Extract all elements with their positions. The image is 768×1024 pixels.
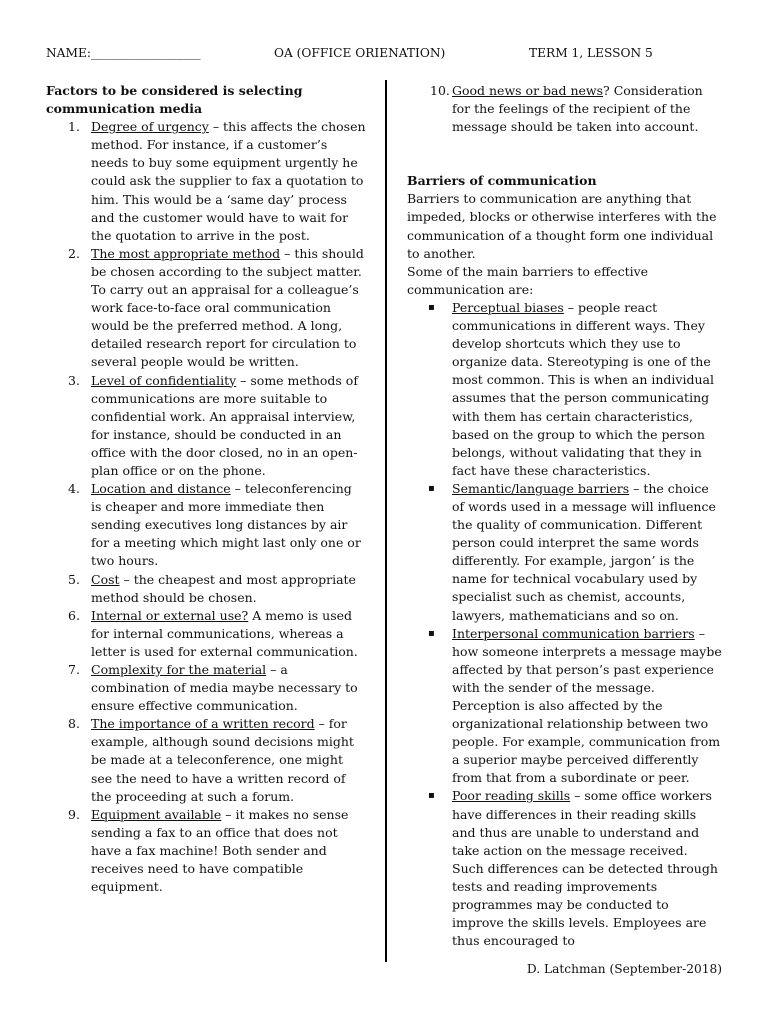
- item-title: The most appropriate method: [91, 245, 281, 261]
- item-title: Location and distance: [91, 481, 231, 497]
- factors-list: [46, 118, 366, 896]
- square-bullet-icon: ▪: [428, 301, 435, 313]
- item-text: – it makes no sense sending a fax to an office that does not have a fax machine! Both sender and receives need to have compatible equipment.: [91, 806, 349, 895]
- item-text: – a combination of media maybe necessary to ensure effective communication.: [91, 662, 358, 714]
- item-number: 7.: [68, 662, 80, 677]
- term-lesson: TERM 1, LESSON 5: [529, 46, 653, 60]
- bullet-text: – the choice of words used in a message will influence the quality of communication. Different person could interpret the same words differently. For example, jargon’ is the name for technical vocabulary used by specialist such as chemist, accounts, lawyers, mathematicians and so on.: [452, 480, 716, 623]
- list-item: [46, 118, 366, 245]
- item-text: ? Consideration for the feelings of the recipient of the message should be taken into account.: [452, 83, 703, 135]
- bullet-title: Interpersonal communication barriers: [452, 625, 695, 641]
- bullet-item: [407, 625, 722, 788]
- list-item: [46, 806, 366, 896]
- item-number: 2.: [68, 245, 80, 261]
- item-number: 6.: [68, 607, 80, 623]
- footer-author: D. Latchman (September-2018): [526, 962, 722, 976]
- bullet-item: [407, 480, 722, 625]
- page-header: [0, 46, 768, 64]
- item-number: 3.: [68, 372, 80, 388]
- bullet-title: Poor reading skills: [452, 788, 571, 804]
- item-text: – the cheapest and most appropriate method should be chosen.: [91, 571, 356, 605]
- item-title: The importance of a written record: [91, 716, 315, 732]
- item-text: – this should be chosen according to the subject matter. To carry out an appraisal for a colleague’s work face-to-face oral communication would be the preferred method. A long, detailed research report for circulation to several people would be written.: [91, 245, 364, 370]
- heading-line: Factors to be considered is selecting: [46, 83, 303, 98]
- barriers-intro-2: Some of the main barriers to effective communication are:: [407, 263, 649, 297]
- list-item: [46, 661, 366, 715]
- list-item: [46, 245, 366, 372]
- list-item: [407, 82, 722, 136]
- item-text: A memo is used for internal communications, whereas a letter is used for external communication.: [91, 607, 358, 659]
- item-number: 5.: [68, 571, 80, 587]
- bullet-item: [407, 299, 722, 480]
- course-title: OA (OFFICE ORIENATION): [274, 46, 446, 60]
- item-number: 8.: [68, 716, 80, 732]
- item-title: Complexity for the material: [91, 662, 267, 677]
- left-column: [46, 82, 366, 896]
- heading-line: communication media: [46, 101, 203, 117]
- item-text: – this affects the chosen method. For instance, if a customer’s needs to buy some equipment urgently he could ask the supplier to fax a quotation to him. This would be a ‘same day’ process and the customer would have to wait for the quotation to arrive in the post.: [91, 119, 366, 243]
- bullet-item: [407, 787, 722, 950]
- barriers-list: [407, 299, 722, 950]
- name-field-label: NAME:__________________: [46, 46, 201, 60]
- item-text: – for example, although sound decisions might be made at a teleconference, one might see the need to have a written record of the proceeding at such a forum.: [91, 716, 354, 804]
- list-item: [46, 607, 366, 661]
- item-title: Equipment available: [91, 806, 222, 822]
- square-bullet-icon: ▪: [428, 482, 435, 494]
- bullet-text: – some office workers have differences in their reading skills and thus are unable to understand and take action on the message received. Such differences can be detected through tests and reading improvements programmes may be conducted to improve the skills levels. Employees are thus encouraged to: [452, 788, 718, 949]
- column-divider: [385, 80, 387, 962]
- list-item: [46, 480, 366, 570]
- bullet-title: Semantic/language barriers: [452, 480, 630, 496]
- item-number: 10.: [430, 83, 450, 98]
- item-number: 4.: [68, 481, 80, 497]
- item-number: 9.: [68, 806, 80, 822]
- item-title: Good news or bad news: [452, 83, 604, 98]
- factors-heading: [46, 82, 366, 118]
- square-bullet-icon: ▪: [428, 627, 435, 639]
- bullet-text: – how someone interprets a message maybe affected by that person’s past experience with the sender of the message. Perception is also affected by the organizational relationship between two people. For example, communication from a superior maybe perceived differently from that from a subordinate or peer.: [452, 625, 722, 786]
- barriers-heading: Barriers of communication: [407, 173, 597, 189]
- bullet-title: Perceptual biases: [452, 299, 564, 315]
- list-item: [46, 571, 366, 607]
- factors-list-continued: [407, 82, 722, 136]
- item-text: – teleconferencing is cheaper and more immediate then sending executives long distances by air for a meeting which might last only one or two hours.: [91, 481, 361, 569]
- barriers-intro: Barriers to communication are anything that impeded, blocks or otherwise interferes with the communication of a thought form one individual to another.: [407, 191, 717, 261]
- item-number: 1.: [68, 119, 80, 135]
- item-title: Internal or external use?: [91, 607, 249, 623]
- item-title: Degree of urgency: [91, 119, 209, 135]
- bullet-text: – people react communications in different ways. They develop shortcuts which they use to organize data. Stereotyping is one of the most common. This is when an individual assumes that the person communicating with them has certain characteristics, based on the group to which the person belongs, without validating that they in fact have these characteristics.: [452, 299, 714, 478]
- square-bullet-icon: ▪: [428, 790, 435, 802]
- item-title: Level of confidentiality: [91, 372, 237, 388]
- item-text: – some methods of communications are more suitable to confidential work. An appraisal interview, for instance, should be conducted in an office with the door closed, no in an open-plan office or on the phone.: [91, 372, 358, 478]
- list-item: [46, 715, 366, 805]
- item-title: Cost: [91, 571, 120, 587]
- right-column: [407, 82, 722, 950]
- list-item: [46, 372, 366, 481]
